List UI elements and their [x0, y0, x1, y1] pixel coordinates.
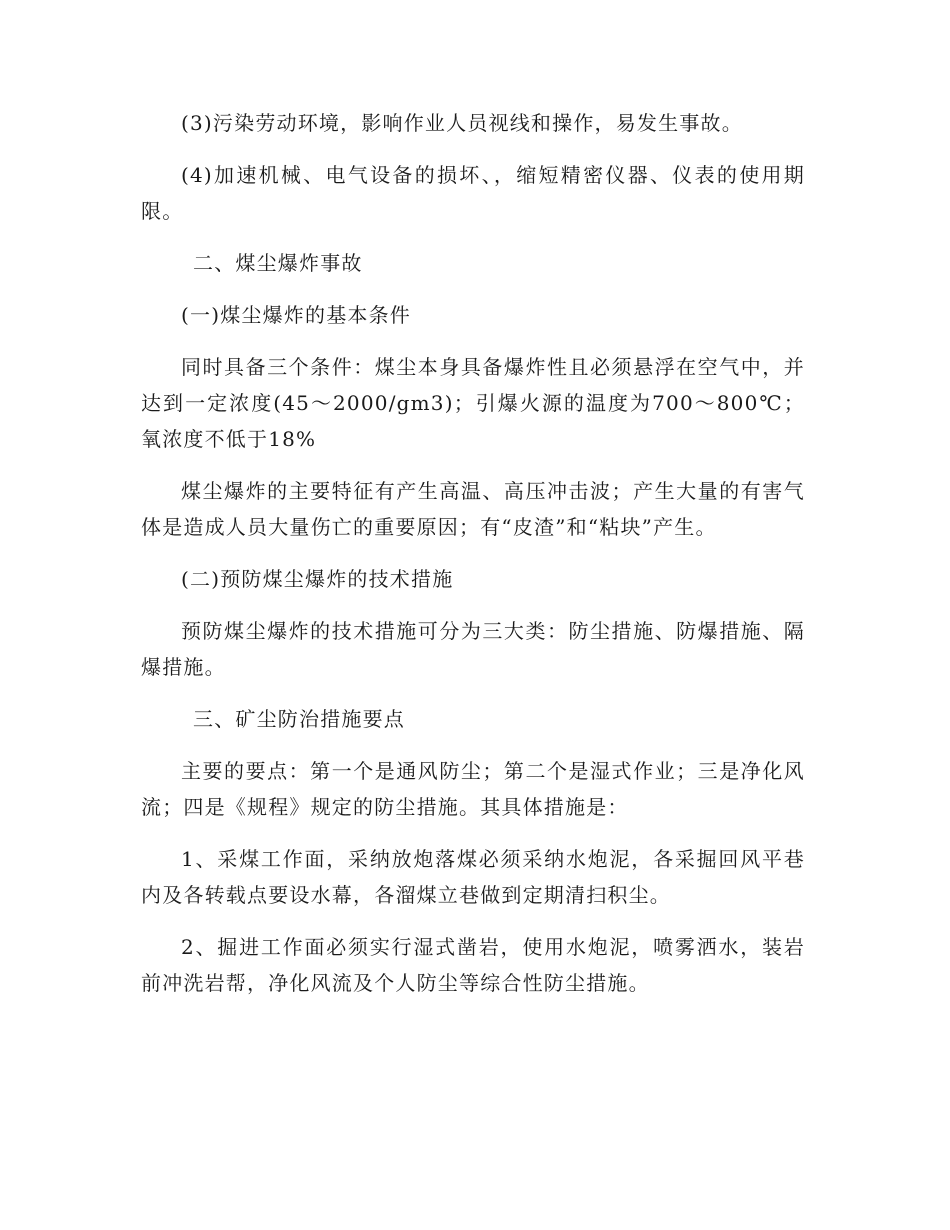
subheading-basic-conditions: (一)煤尘爆炸的基本条件	[181, 303, 412, 327]
paragraph-measure-1: 1、采煤工作面，采纳放炮落煤必须采纳水炮泥，各采掘回风平巷内及各转载点要设水幕，各溜煤立巷做到定期清扫积尘。	[141, 847, 805, 907]
paragraph-main-points: 主要的要点：第一个是通风防尘；第二个是湿式作业；三是净化风流；四是《规程》规定的防尘措施。其具体措施是：	[141, 759, 805, 819]
paragraph-three-conditions: 同时具备三个条件：煤尘本身具备爆炸性且必须悬浮在空气中，并达到一定浓度(45～2000/gm3)；引爆火源的温度为700～800℃；氧浓度不低于18%	[141, 355, 805, 451]
section-heading-coal-dust-explosion: 二、煤尘爆炸事故	[193, 251, 363, 275]
section-heading-dust-control: 三、矿尘防治措施要点	[193, 707, 405, 731]
paragraph-prevention-categories: 预防煤尘爆炸的技术措施可分为三大类：防尘措施、防爆措施、隔爆措施。	[141, 619, 805, 679]
document-body	[141, 105, 805, 1017]
paragraph-measure-2: 2、掘进工作面必须实行湿式凿岩，使用水炮泥，喷雾洒水，装岩前冲洗岩帮，净化风流及个人防尘等综合性防尘措施。	[141, 935, 805, 995]
paragraph-item-4: (4)加速机械、电气设备的损坏、，缩短精密仪器、仪表的使用期限。	[141, 163, 805, 223]
paragraph-explosion-features: 煤尘爆炸的主要特征有产生高温、高压冲击波；产生大量的有害气体是造成人员大量伤亡的重要原因；有“皮渣”和“粘块”产生。	[141, 479, 805, 539]
paragraph-item-3: (3)污染劳动环境，影响作业人员视线和操作，易发生事故。	[181, 111, 743, 135]
subheading-prevention-measures: (二)预防煤尘爆炸的技术措施	[181, 567, 454, 591]
